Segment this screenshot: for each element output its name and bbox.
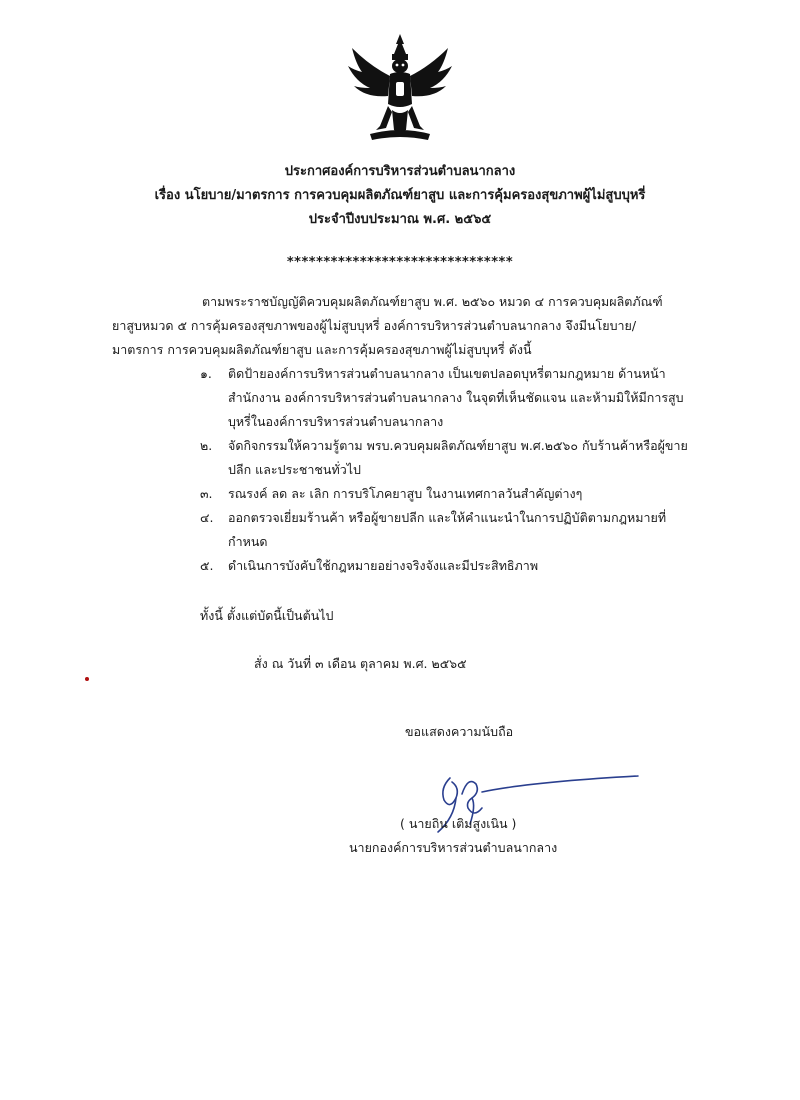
ink-speck [85, 677, 89, 681]
signer-name: ( นายถิน เติมสูงเนิน ) [400, 816, 517, 831]
list-item-text: ปลีก และประชาชนทั่วไป [228, 462, 361, 477]
list-item [200, 434, 720, 482]
list-item [200, 482, 720, 506]
title-line-3: ประจำปีงบประมาณ พ.ศ. ๒๕๖๕ [308, 212, 492, 227]
list-item-text: ออกตรวจเยี่ยมร้านค้า หรือผู้ขายปลีก และให้คำแนะนำในการปฏิบัติตามกฎหมายที่ [228, 510, 667, 525]
separator: ******************************* [286, 255, 514, 270]
list-item-text: กำหนด [228, 534, 268, 549]
list-item-text: รณรงค์ ลด ละ เลิก การบริโภคยาสูบ ในงานเทศกาลวันสำคัญต่างๆ [228, 486, 583, 501]
issue-date: สั่ง ณ วันที่ ๓ เดือน ตุลาคม พ.ศ. ๒๕๖๕ [254, 656, 467, 671]
garuda-emblem-icon [340, 30, 460, 150]
signer-title: นายกองค์การบริหารส่วนตำบลนากลาง [349, 840, 558, 855]
list-item-text: สำนักงาน องค์การบริหารส่วนตำบลนากลาง ในจุดที่เห็นชัดแจน และห้ามมิให้มีการสูบ [228, 390, 684, 405]
document-title [0, 160, 800, 232]
list-item-text: ดำเนินการบังคับใช้กฎหมายอย่างจริงจังและมีประสิทธิภาพ [228, 558, 539, 573]
title-line-2: เรื่อง นโยบาย/มาตรการ การควบคุมผลิตภัณฑ์ยาสูบ และการคุ้มครองสุขภาพผู้ไม่สูบบุหรี่ [154, 188, 646, 203]
list-item-number: ๓. [200, 486, 213, 501]
list-item-text: ติดป้ายองค์การบริหารส่วนตำบลนากลาง เป็นเขตปลอดบุหรี่ตามกฎหมาย ด้านหน้า [228, 366, 666, 381]
list-item-number: ๑. [200, 366, 212, 381]
list-item-number: ๔. [200, 510, 214, 525]
list-item-text: จัดกิจกรรมให้ความรู้ตาม พรบ.ควบคุมผลิตภัณฑ์ยาสูบ พ.ศ.๒๕๖๐ กับร้านค้าหรือผู้ขาย [228, 438, 688, 453]
list-item [200, 506, 720, 554]
list-item [200, 554, 720, 578]
list-item-text: บุหรี่ในองค์การบริหารส่วนตำบลนากลาง [228, 414, 444, 429]
list-item-number: ๒. [200, 438, 213, 453]
list-item [200, 362, 720, 434]
list-item-number: ๕. [200, 558, 214, 573]
intro-line-2: ยาสูบหมวด ๕ การคุ้มครองสุขภาพของผู้ไม่สูบบุหรี่ องค์การบริหารส่วนตำบลนากลาง จึงมีนโยบาย/ [112, 318, 637, 333]
title-line-1: ประกาศองค์การบริหารส่วนตำบลนากลาง [284, 164, 516, 179]
intro-paragraph [112, 290, 712, 362]
regards-text: ขอแสดงความนับถือ [405, 724, 514, 739]
closing-statement: ทั้งนี้ ตั้งแต่บัดนี้เป็นต้นไป [200, 608, 334, 623]
policy-list [200, 362, 720, 578]
intro-line-3: มาตรการ การควบคุมผลิตภัณฑ์ยาสูบ และการคุ้มครองสุขภาพผู้ไม่สูบบุหรี่ ดังนี้ [112, 342, 532, 357]
intro-line-1: ตามพระราชบัญญัติควบคุมผลิตภัณฑ์ยาสูบ พ.ศ. ๒๕๖๐ หมวด ๔ การควบคุมผลิตภัณฑ์ [202, 294, 663, 309]
